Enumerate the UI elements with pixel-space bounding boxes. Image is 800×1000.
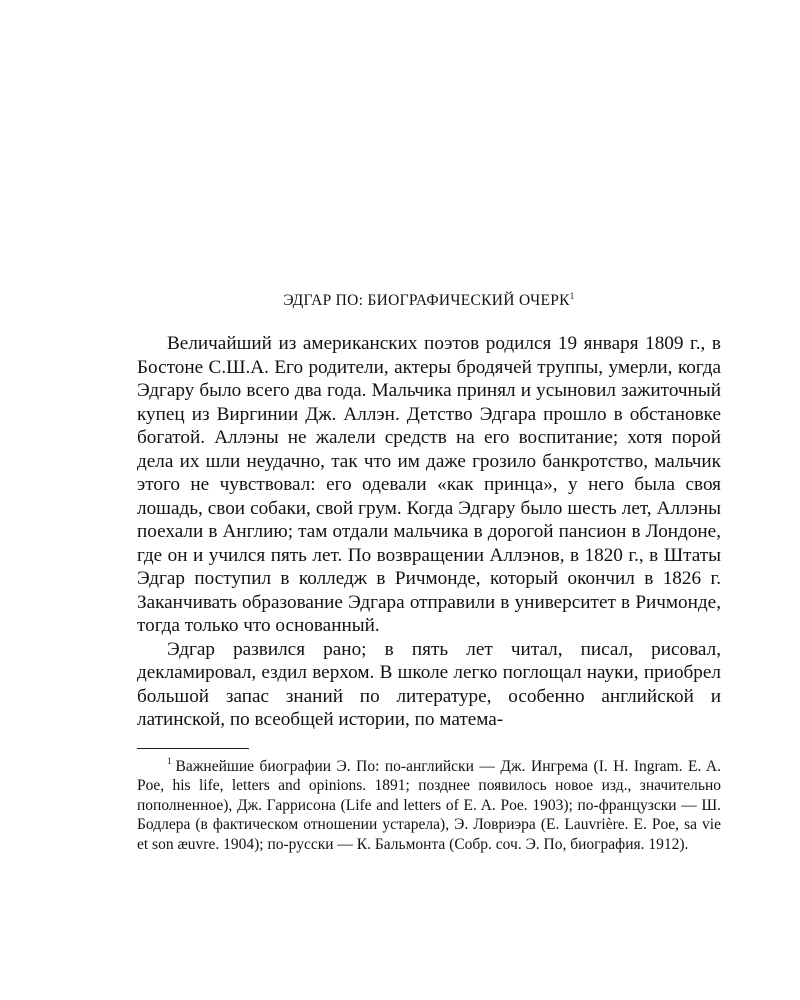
chapter-title-text: ЭДГАР ПО: БИОГРАФИЧЕСКИЙ ОЧЕРК <box>283 292 570 309</box>
footnote-divider <box>137 748 249 749</box>
chapter-title <box>137 292 721 310</box>
title-footnote-mark: 1 <box>569 290 575 301</box>
footnote <box>137 757 721 855</box>
book-page <box>137 292 721 854</box>
body-paragraph-1: Величайший из американских поэтов родился 19 января 1809 г., в Бостоне С.Ш.А. Его родители, актеры бродячей труппы, умерли, когда Эдгару было всего два года. Мальчика принял и усыновил зажиточный купец из Виргинии Дж. Аллэн. Детство Эдгара прошло в обстановке богатой. Аллэны не жалели средств на его воспитание; хотя порой дела их шли неудачно, так что им даже грозило банкротство, мальчик этого не чувствовал: его одевали «как принца», у него была своя лошадь, свои собаки, свой грум. Когда Эдгару было шесть лет, Аллэны поехали в Англию; там отдали мальчика в дорогой пансион в Лондоне, где он и учился пять лет. По возвращении Аллэнов, в 1820 г., в Штаты Эдгар поступил в колледж в Ричмонде, который окончил в 1826 г. Заканчивать образование Эдгара отправили в университет в Ричмонде, тогда только что основанный. <box>137 333 721 636</box>
footnote-text: Важнейшие биографии Э. По: по-английски — Дж. Ингрема (I. H. Ingram. E. A. Poe, his life, letters and opinions. 1891; позднее появилось новое изд., значительно пополненное), Дж. Гаррисона (Life and letters of E. A. Poe. 1903); по-французски — Ш. Бодлера (в фактическом отношении устарела), Э. Ловриэра (E. Lauvrière. E. Poe, sa vie et son æuvre. 1904); по-русски — К. Бальмонта (Собр. соч. Э. По, биография. 1912). <box>137 757 721 853</box>
footnote-mark: 1 <box>167 756 172 767</box>
body-paragraph-2: Эдгар развился рано; в пять лет читал, писал, рисовал, декламировал, ездил верхом. В школе легко поглощал науки, приобрел большой запас знаний по литературе, особенно английской и латинской, по всеобщей истории, по матема- <box>137 638 721 730</box>
